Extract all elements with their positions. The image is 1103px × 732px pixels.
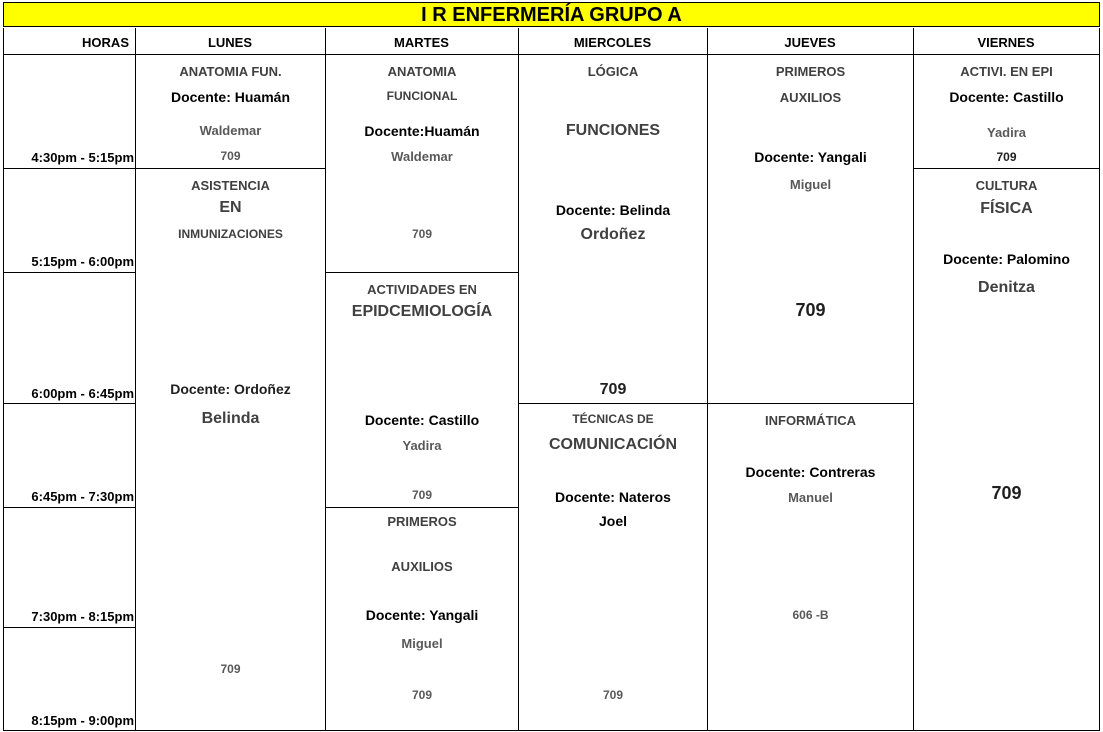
teacher-label: Docente:Huamán: [364, 123, 480, 139]
time-separator: [3, 272, 135, 273]
teacher-name: Joel: [598, 513, 627, 529]
course-name: LÓGICA: [587, 64, 639, 79]
course-name: COMUNICACIÓN: [549, 436, 677, 453]
course-name: EN: [219, 199, 242, 216]
teacher-label: Docente: Belinda: [555, 202, 671, 218]
header-lunes: LUNES: [207, 35, 253, 50]
course-name: PRIMEROS: [775, 64, 846, 79]
time-slot-3: 6:00pm - 6:45pm: [31, 386, 134, 401]
time-separator: [3, 627, 135, 628]
room-number: 606 -B: [792, 608, 829, 622]
martes-block-separator: [325, 272, 518, 273]
time-separator: [3, 507, 135, 508]
room-number: 709: [602, 688, 624, 702]
teacher-name: Ordoñez: [580, 226, 646, 243]
course-name: ACTIVIDADES EN: [367, 282, 477, 297]
course-name: ACTIVI. EN EPI: [960, 64, 1053, 79]
time-slot-4: 6:45pm - 7:30pm: [31, 489, 134, 504]
course-name: INFORMÁTICA: [765, 413, 856, 428]
teacher-name: Waldemar: [391, 149, 453, 164]
room-number: 709: [220, 149, 241, 163]
header-martes: MARTES: [394, 35, 449, 50]
course-name: AUXILIOS: [779, 90, 842, 105]
teacher-name: Denitza: [978, 279, 1035, 296]
header-viernes: VIERNES: [977, 35, 1035, 50]
course-name: CULTURA: [975, 178, 1038, 193]
teacher-label: Docente: Yangali: [754, 149, 867, 165]
room-number: 709: [599, 381, 627, 398]
teacher-name: Manuel: [788, 490, 833, 505]
course-name: FÍSICA: [980, 200, 1033, 217]
course-name: TÉCNICAS DE: [572, 412, 654, 426]
time-slot-5: 7:30pm - 8:15pm: [31, 609, 134, 624]
table-bottom-line: [3, 730, 1100, 731]
viernes-block-separator: [913, 168, 1099, 169]
teacher-name: Yadira: [402, 438, 442, 453]
teacher-label: Docente: Huamán: [170, 89, 291, 105]
room-number: 709: [411, 227, 433, 241]
teacher-name: Miguel: [401, 636, 443, 651]
course-name: INMUNIZACIONES: [178, 227, 283, 241]
teacher-label: Docente: Palomino: [943, 251, 1070, 267]
teacher-label: Docente: Ordoñez: [170, 381, 291, 397]
teacher-label: Docente: Castillo: [949, 89, 1064, 105]
course-name: FUNCIONAL: [386, 89, 458, 103]
room-number: 709: [996, 150, 1017, 164]
teacher-name: Belinda: [201, 410, 260, 427]
course-name: ANATOMIA FUN.: [179, 64, 282, 79]
header-jueves: JUEVES: [784, 35, 836, 50]
col-divider-4: [707, 28, 708, 731]
teacher-name: Yadira: [986, 125, 1027, 140]
header-miercoles: MIERCOLES: [573, 35, 652, 50]
teacher-name: Miguel: [789, 177, 832, 192]
course-name: AUXILIOS: [391, 559, 453, 574]
room-number: 709: [991, 483, 1022, 503]
time-slot-2: 5:15pm - 6:00pm: [31, 254, 134, 269]
header-bottom-line: [3, 54, 1100, 55]
course-name: ASISTENCIA: [191, 178, 270, 193]
teacher-label: Docente: Castillo: [364, 412, 480, 428]
room-number: 709: [411, 688, 433, 702]
course-name: PRIMEROS: [387, 514, 457, 529]
teacher-label: Docente: Contreras: [745, 464, 876, 480]
schedule-title: I R ENFERMERÍA GRUPO A: [3, 2, 1100, 27]
room-number: 709: [411, 488, 433, 502]
course-name: ANATOMIA: [387, 64, 457, 79]
time-slot-6: 8:15pm - 9:00pm: [31, 713, 134, 728]
table-right-border: [1099, 28, 1100, 731]
time-separator: [3, 403, 135, 404]
course-name: FUNCIONES: [565, 122, 661, 139]
teacher-label: Docente: Nateros: [555, 489, 671, 505]
teacher-label: Docente: Yangali: [365, 607, 479, 623]
time-separator: [3, 168, 135, 169]
table-left-border: [3, 28, 4, 731]
course-name: EPIDCEMIOLOGÍA: [351, 303, 493, 320]
room-number: 709: [795, 300, 826, 320]
lunes-block-separator: [135, 168, 325, 169]
miercoles-block-separator: [518, 403, 913, 404]
header-horas: HORAS: [82, 35, 129, 50]
time-slot-1: 4:30pm - 5:15pm: [31, 150, 134, 165]
teacher-name: Waldemar: [199, 123, 262, 138]
martes-block-separator: [325, 507, 518, 508]
room-number: 709: [220, 662, 241, 676]
